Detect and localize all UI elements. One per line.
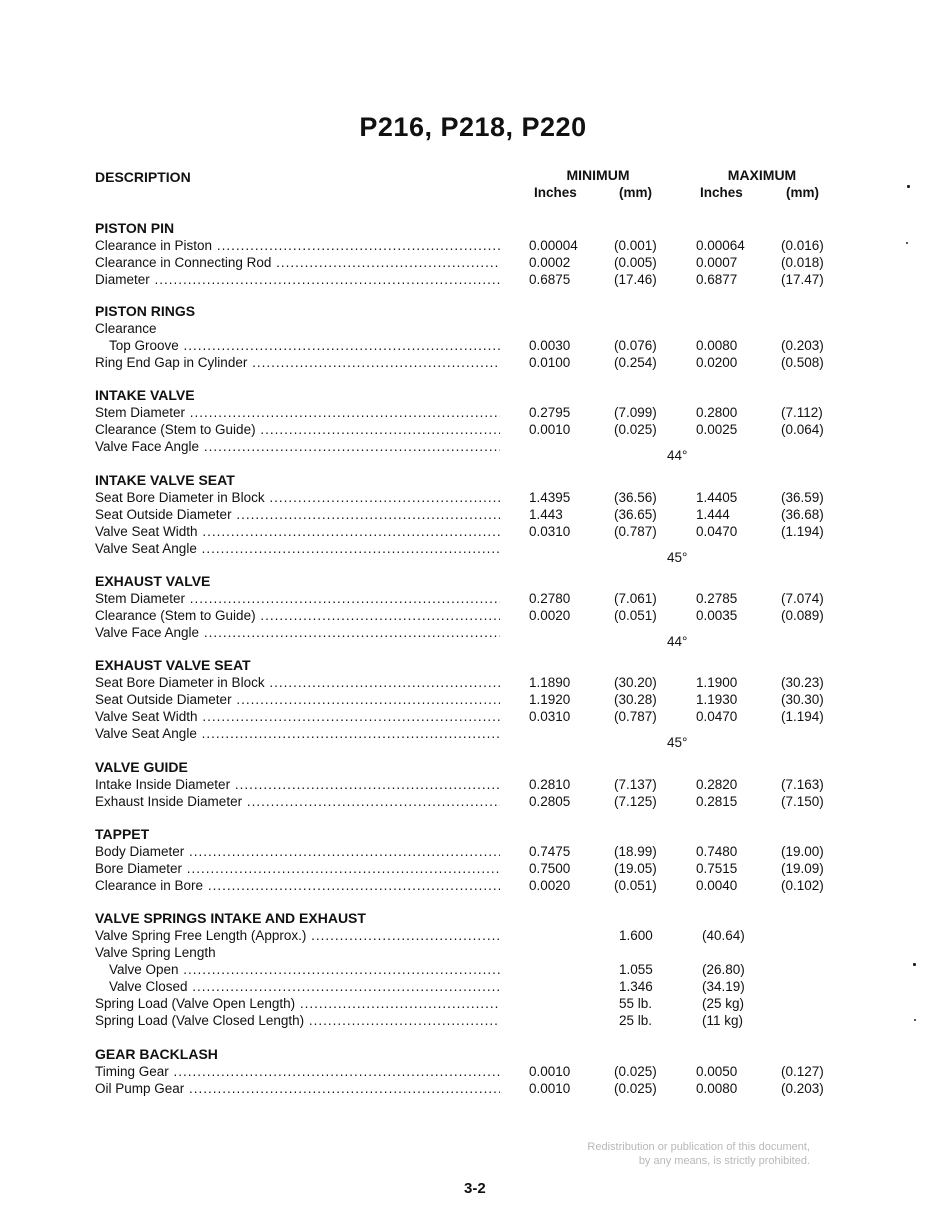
spec-row — [95, 506, 855, 523]
min-inches-value: 0.0010 — [529, 422, 571, 437]
spec-row — [95, 1063, 855, 1080]
max-mm-value: (7.112) — [781, 405, 823, 420]
min-inches-value: 0.6875 — [529, 272, 571, 287]
max-inches-value: 0.2800 — [696, 405, 738, 420]
spec-label-text: Valve Seat Width — [95, 524, 198, 539]
max-mm-value: (0.089) — [781, 608, 824, 623]
min-inches-value: 0.0100 — [529, 355, 571, 370]
spec-label — [95, 995, 500, 1012]
spec-row — [95, 995, 855, 1012]
min-inches-value: 0.7500 — [529, 861, 571, 876]
min-mm-value: (0.051) — [614, 878, 657, 893]
max-mm-value: (7.150) — [781, 794, 824, 809]
spec-label — [95, 506, 500, 523]
min-mm-value: (19.05) — [614, 861, 657, 876]
max-mm-value: (7.074) — [781, 591, 824, 606]
section-title: TAPPET — [95, 826, 150, 842]
min-inches-value: 1.1890 — [529, 675, 571, 690]
spec-row — [95, 337, 855, 354]
min-mm-value: (0.005) — [614, 255, 657, 270]
max-mm-value: (1.194) — [781, 524, 824, 539]
spec-label — [95, 793, 500, 810]
spec-label-text: Clearance — [95, 321, 157, 336]
scan-speck — [914, 1019, 916, 1021]
max-mm-value: (0.508) — [781, 355, 824, 370]
spec-label — [95, 489, 500, 506]
scan-speck — [913, 963, 916, 966]
min-mm-value: (7.061) — [614, 591, 657, 606]
spec-label-text: Top Groove — [109, 338, 179, 353]
min-inches-value: 0.0310 — [529, 524, 571, 539]
inches-value: 1.055 — [619, 962, 653, 977]
spec-label-text: Valve Closed — [109, 979, 188, 994]
spec-label — [95, 320, 500, 337]
spec-label-text: Spring Load (Valve Open Length) — [95, 996, 296, 1011]
min-mm-value: (0.025) — [614, 1064, 657, 1079]
spec-section — [95, 657, 855, 750]
spec-label — [95, 540, 500, 557]
max-inches-value: 0.6877 — [696, 272, 738, 287]
scan-speck — [907, 185, 910, 188]
spec-row — [95, 725, 855, 750]
spec-label — [95, 674, 500, 691]
spec-label-text: Valve Face Angle — [95, 625, 200, 640]
min-mm-value: (30.20) — [614, 675, 657, 690]
max-inches-header: Inches — [700, 185, 743, 200]
max-mm-value: (19.09) — [781, 861, 824, 876]
max-inches-value: 0.0200 — [696, 355, 738, 370]
spec-section — [95, 220, 855, 288]
spec-row — [95, 674, 855, 691]
min-inches-value: 1.1920 — [529, 692, 571, 707]
max-mm-header: (mm) — [786, 185, 819, 200]
page-number: 3-2 — [464, 1180, 486, 1197]
spec-section — [95, 472, 855, 565]
spec-row — [95, 978, 855, 995]
max-inches-value: 0.2820 — [696, 777, 738, 792]
max-inches-value: 0.2785 — [696, 591, 738, 606]
spec-label — [109, 978, 500, 995]
max-inches-value: 0.0025 — [696, 422, 738, 437]
redistribution-notice-line: Redistribution or publication of this document, — [587, 1141, 810, 1153]
spec-label — [95, 354, 500, 371]
spec-row — [95, 877, 855, 894]
max-mm-value: (1.194) — [781, 709, 824, 724]
spec-section — [95, 303, 855, 371]
min-inches-value: 0.0010 — [529, 1081, 571, 1096]
min-inches-value: 0.2795 — [529, 405, 571, 420]
max-mm-value: (0.064) — [781, 422, 824, 437]
angle-value: 44° — [667, 634, 688, 649]
max-inches-value: 0.7515 — [696, 861, 738, 876]
spec-section — [95, 1046, 855, 1097]
max-inches-value: 0.0470 — [696, 709, 738, 724]
spec-label-text: Clearance (Stem to Guide) — [95, 608, 256, 623]
spec-row — [95, 1012, 855, 1029]
min-inches-value: 0.0020 — [529, 608, 571, 623]
min-mm-value: (18.99) — [614, 844, 657, 859]
spec-row — [95, 540, 855, 565]
min-mm-value: (30.28) — [614, 692, 657, 707]
spec-label-text: Ring End Gap in Cylinder — [95, 355, 248, 370]
min-mm-value: (0.076) — [614, 338, 657, 353]
min-inches-value: 0.0010 — [529, 1064, 571, 1079]
min-inches-value: 0.0002 — [529, 255, 571, 270]
spec-row — [95, 961, 855, 978]
max-inches-value: 0.0050 — [696, 1064, 738, 1079]
min-mm-value: (17.46) — [614, 272, 657, 287]
section-title: GEAR BACKLASH — [95, 1046, 218, 1062]
max-inches-value: 1.4405 — [696, 490, 738, 505]
min-inches-value: 0.2805 — [529, 794, 571, 809]
min-mm-value: (0.787) — [614, 709, 657, 724]
spec-row — [95, 523, 855, 540]
min-inches-value: 0.0310 — [529, 709, 571, 724]
spec-label — [95, 1012, 500, 1029]
spec-label — [95, 590, 500, 607]
spec-label-text: Clearance (Stem to Guide) — [95, 422, 256, 437]
min-inches-value: 0.0030 — [529, 338, 571, 353]
spec-label-text: Stem Diameter — [95, 405, 186, 420]
spec-section — [95, 573, 855, 649]
spec-row — [95, 776, 855, 793]
min-inches-value: 0.2780 — [529, 591, 571, 606]
page-title: P216, P218, P220 — [359, 112, 587, 142]
spec-section — [95, 759, 855, 810]
spec-label-text: Diameter — [95, 272, 150, 287]
max-inches-value: 0.0040 — [696, 878, 738, 893]
spec-label-text: Timing Gear — [95, 1064, 169, 1079]
section-title: INTAKE VALVE SEAT — [95, 472, 235, 488]
angle-value: 45° — [667, 550, 688, 565]
inches-value: 55 lb. — [619, 996, 653, 1011]
min-mm-value: (0.025) — [614, 422, 657, 437]
spec-label — [95, 843, 500, 860]
spec-row — [95, 944, 855, 961]
spec-label — [95, 725, 500, 742]
spec-label — [95, 1080, 500, 1097]
spec-label — [95, 271, 500, 288]
max-inches-value: 0.00064 — [696, 238, 745, 253]
spec-label-text: Valve Spring Length — [95, 945, 216, 960]
max-inches-value: 0.7480 — [696, 844, 738, 859]
maximum-header: MAXIMUM — [727, 167, 797, 183]
max-mm-value: (0.203) — [781, 338, 824, 353]
angle-value: 44° — [667, 448, 688, 463]
spec-label — [95, 607, 500, 624]
spec-label — [95, 944, 500, 961]
min-inches-value: 0.00004 — [529, 238, 578, 253]
min-inches-value: 1.443 — [529, 507, 563, 522]
spec-label-text: Clearance in Piston — [95, 238, 213, 253]
spec-row — [95, 590, 855, 607]
spec-label — [95, 254, 500, 271]
max-mm-value: (0.203) — [781, 1081, 824, 1096]
spec-row — [95, 421, 855, 438]
spec-label-text: Clearance in Connecting Rod — [95, 255, 272, 270]
spec-row — [95, 927, 855, 944]
min-inches-header: Inches — [534, 185, 577, 200]
spec-row — [95, 489, 855, 506]
spec-label-text: Intake Inside Diameter — [95, 777, 231, 792]
spec-row — [95, 708, 855, 725]
spec-section — [95, 910, 855, 1029]
max-inches-value: 0.0080 — [696, 338, 738, 353]
min-mm-value: (0.787) — [614, 524, 657, 539]
scan-speck — [906, 242, 908, 244]
spec-row — [95, 691, 855, 708]
spec-row — [95, 271, 855, 288]
spec-label-text: Valve Spring Free Length (Approx.) — [95, 928, 307, 943]
spec-label — [95, 624, 500, 641]
inches-value: 1.600 — [619, 928, 653, 943]
min-mm-value: (0.254) — [614, 355, 657, 370]
redistribution-notice — [480, 1140, 810, 1168]
max-mm-value: (7.163) — [781, 777, 824, 792]
max-mm-value: (36.59) — [781, 490, 824, 505]
min-mm-value: (36.56) — [614, 490, 657, 505]
min-inches-value: 0.0020 — [529, 878, 571, 893]
min-mm-value: (7.125) — [614, 794, 657, 809]
spec-label-text: Valve Open — [109, 962, 179, 977]
min-mm-value: (0.051) — [614, 608, 657, 623]
mm-value: (34.19) — [702, 979, 745, 994]
spec-label — [95, 776, 500, 793]
max-mm-value: (0.018) — [781, 255, 824, 270]
spec-label — [95, 860, 500, 877]
spec-label — [95, 237, 500, 254]
spec-row — [95, 860, 855, 877]
min-mm-value: (0.001) — [614, 238, 657, 253]
spec-label-text: Valve Seat Angle — [95, 541, 197, 556]
max-inches-value: 0.0470 — [696, 524, 738, 539]
spec-row — [95, 438, 855, 463]
mm-value: (40.64) — [702, 928, 745, 943]
spec-label — [95, 927, 500, 944]
spec-label-text: Clearance in Bore — [95, 878, 204, 893]
section-title: PISTON RINGS — [95, 303, 196, 319]
spec-label — [95, 523, 500, 540]
min-mm-value: (7.137) — [614, 777, 657, 792]
spec-label — [95, 438, 500, 455]
spec-label-text: Valve Seat Angle — [95, 726, 197, 741]
spec-row — [95, 793, 855, 810]
spec-label — [95, 421, 500, 438]
mm-value: (11 kg) — [702, 1013, 744, 1028]
max-inches-value: 0.2815 — [696, 794, 738, 809]
mm-value: (26.80) — [702, 962, 745, 977]
spec-label-text: Valve Seat Width — [95, 709, 198, 724]
spec-label — [95, 708, 500, 725]
spec-row — [95, 354, 855, 371]
max-inches-value: 0.0080 — [696, 1081, 738, 1096]
redistribution-notice-line: by any means, is strictly prohibited. — [638, 1155, 810, 1167]
min-mm-value: (0.025) — [614, 1081, 657, 1096]
max-mm-value: (0.102) — [781, 878, 824, 893]
minimum-header: MINIMUM — [566, 167, 630, 183]
spec-row — [95, 320, 855, 337]
min-mm-header: (mm) — [619, 185, 652, 200]
spec-section — [95, 826, 855, 894]
max-inches-value: 0.0035 — [696, 608, 738, 623]
spec-row — [95, 1080, 855, 1097]
spec-label — [109, 337, 500, 354]
spec-label — [95, 1063, 500, 1080]
max-inches-value: 1.444 — [696, 507, 730, 522]
section-title: EXHAUST VALVE — [95, 573, 211, 589]
min-inches-value: 1.4395 — [529, 490, 571, 505]
min-inches-value: 0.2810 — [529, 777, 571, 792]
max-inches-value: 1.1930 — [696, 692, 738, 707]
angle-value: 45° — [667, 735, 688, 750]
spec-row — [95, 624, 855, 649]
spec-label — [95, 404, 500, 421]
spec-label-text: Exhaust Inside Diameter — [95, 794, 243, 809]
spec-label-text: Oil Pump Gear — [95, 1081, 185, 1096]
max-mm-value: (19.00) — [781, 844, 824, 859]
spec-label — [95, 877, 500, 894]
spec-label — [95, 691, 500, 708]
spec-row — [95, 254, 855, 271]
max-mm-value: (17.47) — [781, 272, 824, 287]
max-mm-value: (30.30) — [781, 692, 824, 707]
spec-label-text: Seat Bore Diameter in Block — [95, 490, 265, 505]
spec-label — [109, 961, 500, 978]
section-title: EXHAUST VALVE SEAT — [95, 657, 251, 673]
spec-label-text: Seat Outside Diameter — [95, 507, 232, 522]
min-mm-value: (7.099) — [614, 405, 657, 420]
min-inches-value: 0.7475 — [529, 844, 571, 859]
spec-label-text: Body Diameter — [95, 844, 185, 859]
max-inches-value: 1.1900 — [696, 675, 738, 690]
inches-value: 25 lb. — [619, 1013, 653, 1028]
max-mm-value: (36.68) — [781, 507, 824, 522]
spec-label-text: Seat Outside Diameter — [95, 692, 232, 707]
spec-row — [95, 607, 855, 624]
spec-row — [95, 237, 855, 254]
spec-row — [95, 843, 855, 860]
section-title: PISTON PIN — [95, 220, 175, 236]
spec-label-text: Stem Diameter — [95, 591, 186, 606]
inches-value: 1.346 — [619, 979, 653, 994]
max-mm-value: (0.127) — [781, 1064, 824, 1079]
spec-row — [95, 404, 855, 421]
spec-label-text: Spring Load (Valve Closed Length) — [95, 1013, 305, 1028]
max-inches-value: 0.0007 — [696, 255, 738, 270]
spec-section — [95, 387, 855, 463]
max-mm-value: (0.016) — [781, 238, 824, 253]
spec-label-text: Valve Face Angle — [95, 439, 200, 454]
section-title: INTAKE VALVE — [95, 387, 195, 403]
min-mm-value: (36.65) — [614, 507, 657, 522]
section-title: VALVE SPRINGS INTAKE AND EXHAUST — [95, 910, 366, 926]
section-title: VALVE GUIDE — [95, 759, 188, 775]
spec-label-text: Seat Bore Diameter in Block — [95, 675, 265, 690]
mm-value: (25 kg) — [702, 996, 745, 1011]
max-mm-value: (30.23) — [781, 675, 824, 690]
spec-label-text: Bore Diameter — [95, 861, 183, 876]
description-header: DESCRIPTION — [95, 169, 191, 185]
